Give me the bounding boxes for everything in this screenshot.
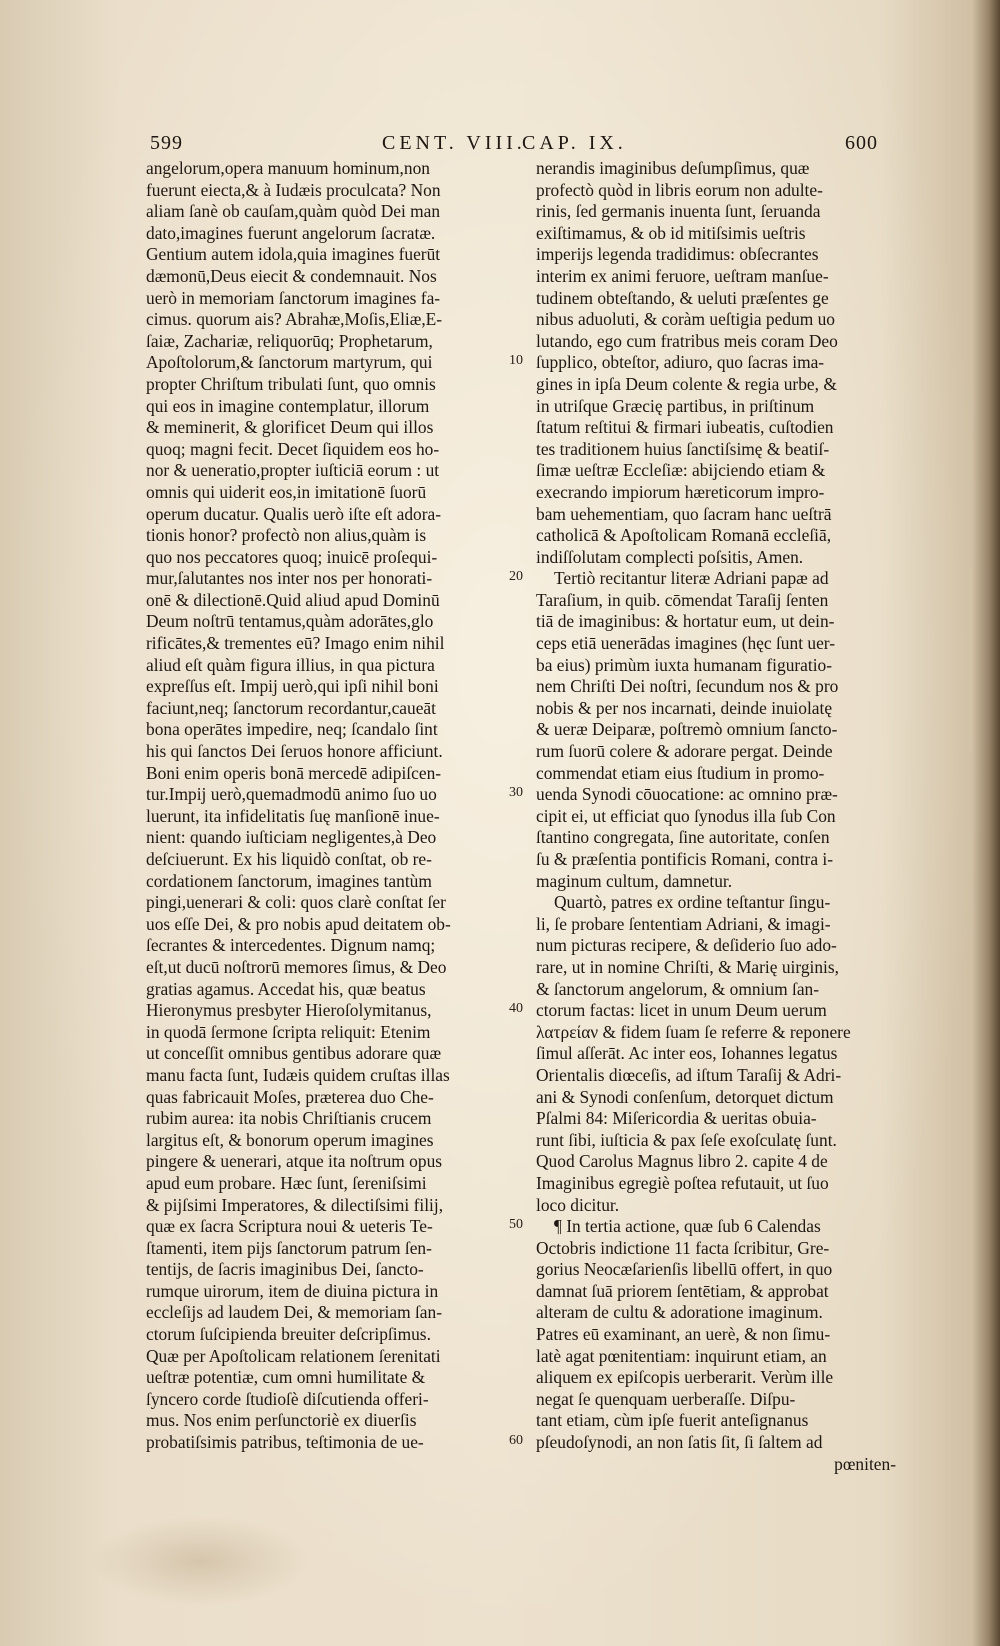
text-line: ceps etiā uenerādas imagines (hęc ſunt uer-: [536, 633, 836, 654]
text-line: ſtamenti, item pijs ſanctorum patrum ſen-: [146, 1237, 432, 1258]
text-line: rubim aurea: ita nobis Chriſtianis crucem: [146, 1108, 432, 1129]
text-line: in utriſque Græcię partibus, in priſtinum: [536, 395, 815, 416]
text-line: ſaiæ, Zachariæ, reliquorūq; Prophetarum,: [146, 330, 433, 351]
text-line: ueſtræ potentiæ, cum omni humilitate &: [146, 1367, 426, 1388]
text-line: Tertiò recitantur literæ Adriani papæ ad: [554, 568, 829, 589]
text-line: luerunt, ita infidelitatis ſuę manſionē inue-: [146, 805, 440, 826]
text-line: pſeudoſynodi, an non ſatis ſit, ſi ſaltem ad: [536, 1432, 823, 1453]
text-line: in quodā ſermone ſcripta reliquit: Etenim: [146, 1021, 431, 1042]
text-line: Quod Carolus Magnus libro 2. capite 4 de: [536, 1151, 828, 1172]
text-line: ¶ In tertia actione, quæ ſub 6 Calendas: [554, 1216, 821, 1237]
text-line: gines in ipſa Deum colente & regia urbe, &: [536, 373, 837, 394]
text-line: exiſtimamus, & ob id mitiſsimis ueſtris: [536, 222, 806, 243]
text-line: dato,imagines fuerunt angelorum ſacratæ.: [146, 222, 436, 243]
margin-line-number: 60: [509, 1433, 523, 1448]
text-line: quas fabricauit Moſes, præterea duo Che-: [146, 1086, 434, 1107]
text-line: ba eius) primùm iuxta humanam figuratio-: [536, 654, 833, 675]
running-chapter: CAP. IX.: [522, 132, 627, 154]
text-line: quoq; magni fecit. Decet ſiquidem eos ho-: [146, 438, 440, 459]
text-line: tiā de imaginibus: & hortatur eum, ut dein-: [536, 611, 835, 632]
text-line: ſupplico, obteſtor, adiuro, quo ſacras ima-: [536, 352, 825, 373]
text-line: dæmonū,Deus eiecit & condemnauit. Nos: [146, 265, 437, 286]
text-line: Boni enim operis bonā mercedē adipiſcen-: [146, 762, 442, 783]
text-line: ſu & præſentia pontificis Romani, contra i-: [536, 849, 834, 869]
text-line: mus. Nos enim perſunctoriè ex diuerſis: [146, 1410, 417, 1431]
text-line: nient: quando iuſticiam negligentes,à Deo: [146, 827, 437, 848]
text-line: apud eum probare. Hæc ſunt, ſereniſsimi: [146, 1172, 427, 1193]
text-line: mur,ſalutantes nos inter nos per honorati-: [146, 568, 433, 589]
text-line: gratias agamus. Accedat his, quæ beatus: [146, 978, 426, 999]
text-line: λατρείαν & fidem ſuam ſe referre & reponere: [536, 1021, 851, 1042]
text-line: interim ex animi feruore, ueſtram manſue-: [536, 265, 829, 286]
text-line: Octobris indictione 11 facta ſcribitur, Gre-: [536, 1237, 830, 1258]
text-line: lutando, ego cum fratribus meis coram Deo: [536, 330, 838, 351]
text-line: damnat ſuā priorem ſentētiam, & approbat: [536, 1280, 829, 1301]
text-line: operum ducatur. Qualis uerò iſte eſt adora-: [146, 503, 442, 524]
text-line: ſimul aſſerāt. Ac inter eos, Iohannes legatus: [536, 1043, 838, 1064]
text-line: ſimæ ueſtræ Eccleſiæ: abijciendo etiam &: [536, 460, 826, 481]
text-line: catholicā & Apoſtolicam Romanā eccleſiā,: [536, 525, 832, 546]
text-line: Quartò, patres ex ordine teſtantur ſingu-: [554, 892, 831, 913]
text-line: Imaginibus egregiè poſtea refutauit, ut ſuo: [536, 1172, 829, 1193]
text-line: imperijs legenda tradidimus: obſecrantes: [536, 244, 819, 265]
margin-line-number: 20: [509, 569, 523, 584]
text-line: ſtatum reſtitui & firmari iubeatis, cuſtodien: [536, 417, 834, 438]
text-line: indiſſolutam complecti poſsitis, Amen.: [536, 546, 804, 567]
text-line: li, ſe probare ſententiam Adriani, & imagi-: [536, 913, 831, 934]
text-line: eſt,ut ducū noſtrorū memores ſimus, & Deo: [146, 956, 447, 977]
text-line: onē & dilectionē.Quid aliud apud Dominū: [146, 589, 440, 610]
text-line: uos eſſe Dei, & pro nobis apud deitatem ob-: [146, 913, 451, 934]
text-line: ctorum factas: licet in unum Deum uerum: [536, 1000, 827, 1021]
text-line: & ſanctorum angelorum, & omnium ſan-: [536, 978, 820, 999]
text-line: alteram de cultu & adoratione imaginum.: [536, 1302, 823, 1323]
running-title: CENT. VIII.: [382, 132, 526, 154]
text-line: probatiſsimis patribus, teſtimonia de ue-: [146, 1432, 424, 1453]
text-line: aliud eſt quàm figura illius, in qua pictura: [146, 654, 435, 675]
text-line: cipit ei, ut efficiat quo ſynodus illa ſub Con: [536, 805, 836, 826]
text-line: aliquem ex epiſcopis uerberarit. Verùm ille: [536, 1367, 834, 1388]
text-line: pingere & uenerari, atque ita noſtrum opus: [146, 1151, 443, 1172]
text-line: runt ſibi, iuſticia & pax ſeſe exoſculatę ſunt.: [536, 1129, 837, 1150]
text-line: ſecrantes & intercedentes. Dignum namq;: [146, 935, 436, 956]
text-line: ſtantino congregata, ſine autoritate, conſen: [536, 827, 830, 848]
text-line: qui eos in imagine contemplatur, illorum: [146, 395, 430, 416]
text-line: profectò quòd in libris eorum non adulte-: [536, 179, 823, 200]
left-text-column: [146, 158, 508, 1454]
text-line: tant etiam, cùm ipſe fuerit anteſignanus: [536, 1410, 809, 1431]
text-line: & ueræ Deiparæ, poſtremò omnium ſancto-: [536, 719, 838, 740]
text-line: quæ ex ſacra Scriptura noui & ueteris Te-: [146, 1216, 433, 1237]
text-line: eccleſijs ad laudem Dei, & memoriam ſan-: [146, 1302, 443, 1323]
text-line: maginum cultum, damnetur.: [536, 870, 733, 891]
text-line: uenda Synodi cōuocatione: ac omnino præ-: [536, 784, 838, 805]
text-line: tudinem obteſtando, & ueluti præſentes ge: [536, 287, 829, 308]
text-line: fuerunt eiecta,& à Iudæis proculcata? Non: [146, 179, 441, 200]
margin-line-number: 10: [509, 353, 523, 368]
text-line: Gentium autem idola,quia imagines fuerūt: [146, 244, 441, 265]
text-line: rinis, ſed germanis inuenta ſunt, ſeruanda: [536, 201, 821, 222]
text-line: negat ſe quenquam uerberaſſe. Diſpu-: [536, 1388, 796, 1409]
margin-line-number: 50: [509, 1217, 523, 1232]
text-line: uerò in memoriam ſanctorum imagines fa-: [146, 287, 441, 308]
text-line: commendat etiam eius ſtudium in promo-: [536, 762, 825, 783]
running-header: [150, 132, 878, 156]
right-text-column: [536, 158, 896, 1475]
text-line: expreſſus eſt. Impij uerò,qui ipſi nihil boni: [146, 676, 439, 697]
text-line: Quæ per Apoſtolicam relationem ſerenitati: [146, 1345, 441, 1366]
text-line: deſciuerunt. Ex his liquidò conſtat, ob re-: [146, 849, 432, 869]
text-line: Taraſium, in quib. cōmendat Taraſij ſenten: [536, 589, 829, 610]
text-line: tionis honor? profectò non alius,quàm is: [146, 525, 427, 546]
text-line: quo nos peccatores quoq; inuicē proſequi-: [146, 546, 438, 567]
text-line: nerandis imaginibus deſumpſimus, quæ: [536, 158, 810, 178]
text-line: nibus aduoluti, & coràm ueſtigia pedum uo: [536, 309, 835, 330]
text-line: tentijs, de ſacris imaginibus Dei, ſancto-: [146, 1259, 424, 1280]
text-line: num picturas recipere, & deſiderio ſuo ado-: [536, 935, 837, 956]
margin-line-number: 40: [509, 1001, 523, 1016]
text-line: his qui ſanctos Dei ſeruos honore afficiunt.: [146, 741, 443, 762]
text-line: nem Chriſti Dei noſtri, ſecundum nos & pro: [536, 676, 839, 697]
text-line: gorius Neocæſarienſis libellū offert, in quo: [536, 1259, 833, 1280]
text-line: pœniten-: [834, 1453, 896, 1474]
text-line: aliam ſanè ob cauſam,quàm quòd Dei man: [146, 201, 441, 222]
text-line: bam uehementiam, quo ſacram hanc ueſtrā: [536, 503, 832, 524]
text-line: cordationem ſanctorum, imagines tantùm: [146, 870, 432, 891]
text-line: nobis & per nos incarnati, deinde inuiolatę: [536, 697, 833, 718]
text-line: cimus. quorum ais? Abrahæ,Moſis,Eliæ,E-: [146, 309, 443, 330]
text-line: loco dicitur.: [536, 1194, 620, 1215]
margin-line-number: 30: [509, 785, 523, 800]
text-line: rificātes,& trementes eū? Imago enim nihil: [146, 633, 445, 654]
text-line: rare, ut in nomine Chriſti, & Marię uirginis,: [536, 956, 840, 977]
paper-stain: [90, 1516, 310, 1606]
text-line: rum ſuorū colere & adorare pergat. Deinde: [536, 741, 833, 762]
text-line: ani & Synodi conſenſum, detorquet dictum: [536, 1086, 834, 1107]
text-line: propter Chriſtum tribulati ſunt, quo omnis: [146, 373, 436, 394]
text-line: largitus eſt, & bonorum operum imagines: [146, 1129, 434, 1150]
text-line: Hieronymus presbyter Hieroſolymitanus,: [146, 1000, 432, 1021]
text-line: omnis qui uiderit eos,in imitationē ſuorū: [146, 481, 427, 502]
text-line: ſyncero corde ſtudioſè diſcutienda offeri-: [146, 1388, 429, 1409]
text-line: tes traditionem huius ſanctiſsimę & beatiſ-: [536, 438, 830, 459]
text-line: & pijſsimi Imperatores, & dilectiſsimi filij,: [146, 1194, 444, 1215]
text-line: angelorum,opera manuum hominum,non: [146, 158, 430, 178]
text-line: execrando impiorum hæreticorum impro-: [536, 481, 825, 502]
text-line: Orientalis diœceſis, ad iſtum Taraſij & Adri-: [536, 1064, 842, 1085]
book-spine-shadow: [972, 0, 1000, 1646]
text-line: bona operātes impedire, neq; ſcandalo ſint: [146, 719, 438, 740]
text-line: manu facta ſunt, Iudæis quidem cruſtas illas: [146, 1064, 450, 1085]
text-line: Pſalmi 84: Miſericordia & ueritas obuia-: [536, 1108, 817, 1129]
text-line: tur.Impij uerò,quemadmodū animo ſuo uo: [146, 784, 437, 805]
page-number-left: 599: [150, 132, 183, 154]
text-line: Apoſtolorum,& ſanctorum martyrum, qui: [146, 352, 433, 373]
text-line: rumque uirorum, item de diuina pictura in: [146, 1280, 439, 1301]
text-line: ctorum ſuſcipienda breuiter deſcripſimus.: [146, 1324, 431, 1345]
text-line: faciunt,neq; ſanctorum recordantur,caueāt: [146, 697, 436, 718]
text-line: pingi,uenerari & coli: quos clarè conſtat ſer: [146, 892, 446, 913]
text-line: nor & ueneratio,propter iuſticiā eorum : ut: [146, 460, 440, 481]
text-line: Deum noſtrū tentamus,quàm adorātes,glo: [146, 611, 434, 632]
page-number-right: 600: [845, 132, 878, 154]
text-line: latè agat pœnitentiam: inquirunt etiam, an: [536, 1345, 827, 1366]
text-line: & meminerit, & glorificet Deum qui illos: [146, 417, 434, 438]
text-line: ut conceſſit omnibus gentibus adorare quæ: [146, 1043, 442, 1064]
text-line: Patres eū examinant, an uerè, & non ſimu-: [536, 1324, 831, 1345]
